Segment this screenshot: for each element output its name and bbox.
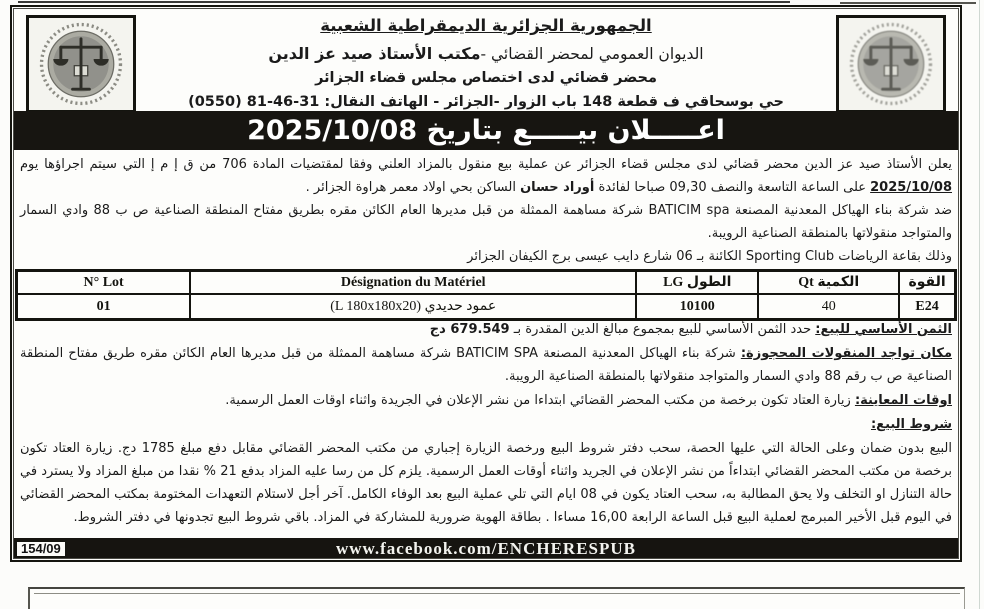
viewing-text: زيارة العتاد تكون برخصة من مكتب المحضر القضائي ابتداءا من نشر الإعلان في الجريدة واثناء اوقات العمل الرسمية. (225, 393, 855, 408)
announcement-text: على الساعة التاسعة والنصف 09,30 صباحا لفائدة (594, 180, 871, 195)
cell-power: E24 (899, 294, 955, 320)
scan-artifact-line (840, 2, 976, 4)
price-label: الثمن الأساسي للبيع: (815, 322, 952, 337)
cell-length: 10100 (636, 294, 758, 320)
viewing-label: اوقات المعاينة: (854, 393, 952, 408)
header-address-line: حي بوسحاقي ف قطعة 148 باب الزوار -الجزائر - الهاتف النقال: 31-46-81 (0550) (188, 94, 784, 111)
table-row (17, 294, 956, 320)
justice-scales-seal-icon (847, 22, 935, 106)
left-seal-box (26, 15, 136, 113)
location-label: مكان تواجد المنقولات المحجوزة: (740, 346, 952, 361)
table-header-row (17, 271, 956, 295)
announcement-text: يعلن الأستاذ صيد عز الدين محضر قضائي لدى مجلس قضاء الجزائر عن عملية بيع منقول بالمزاد العلني وفقا لمقتضيات المادة 706 من ق إ م إ التي سيتم اجراؤها يوم (20, 157, 952, 172)
terms-paragraph: البيع بدون ضمان وعلى الحالة التي عليها الحصة، سحب دفتر شروط البيع ورخصة الزيارة إجباري من مكتب المحضر القضائي مقابل دفع مبلغ 1785 دج. زيارة العتاد تكون برخصة من مكتب المحضر القضائي ابتداءاً من نشر الإعلان في الجريد واثناء أوقات العمل الرسمية. يلزم كل من رسا عليه المزاد بدفع 21 % نقدا من مبلغ المزاد ولا يسترد في حالة التنازل او التخلف ولا يحق المطالبة به، سحب العتاد يكون في 08 ايام التي تلي عملية البيع بعد الوفاء الكامل. آخر أجل لاستلام التعهدات المختومة بمكتب المحضر القضائي في اليوم قبل الأخير المبرمج لعملية البيع قبل الساعة الرابعة 16,00 مساءا . بطاقة الهوية ضرورية للمشاركة في المزاد. باقي شروط البيع تجدونها في دفتر الشروط. (20, 441, 953, 525)
justice-scales-seal-icon (37, 22, 125, 106)
header-office-normal: الديوان العمومي لمحضر القضائي - (480, 44, 704, 63)
col-header-power: القوة (899, 271, 955, 295)
beneficiary-name: أوراد حسان (520, 180, 595, 195)
location-section (20, 342, 952, 388)
col-header-length: الطول LG (636, 271, 758, 295)
sale-details-sections (20, 318, 952, 530)
lots-table (15, 269, 957, 321)
lots-table-wrap (15, 269, 957, 321)
sale-banner (13, 111, 959, 150)
header-office-name: مكتب الأستاذ صيد عز الدين (268, 43, 481, 63)
sale-date: 2025/10/08 (870, 180, 952, 195)
next-page-edge (28, 587, 965, 609)
announcement-text: الساكن بحي اولاد معمر هراوة الجزائر . (305, 180, 521, 195)
scan-artifact-line (18, 1, 790, 3)
viewing-section (20, 389, 952, 412)
document-frame (10, 5, 962, 562)
cell-designation: عمود حديدي (L 180x180x20) (190, 294, 636, 320)
col-header-designation: Désignation du Matériel (190, 271, 636, 295)
header-office-line (138, 42, 834, 65)
announcement-body (20, 153, 952, 268)
cell-lot-number: 01 (17, 294, 191, 320)
location-text: شركة بناء الهياكل المعدنية المصنعة BATICIM SPA شركة مساهمة الممثلة من قبل مديرها العام الكائن مقره طريق مفتاح المنطقة الصناعية ص ب رقم 88 وادي السمار والمتواجد منقولاتها بالمنطقة الصناعية الرويبة. (20, 346, 952, 384)
header-republic-line: الجمهورية الجزائرية الديمقراطية الشعبية (320, 16, 652, 35)
header-text-block (138, 12, 834, 113)
price-amount: 679.549 دج (429, 322, 510, 337)
defendant-paragraph: ضد شركة بناء الهياكل المعدنية المصنعة BATICIM spa شركة مساهمة الممثلة من قبل مديرها العام الكائن مقره بطريق مفتاح المنطقة الصناعية ص ب 88 وادي السمار والمتواجد منقولاتها بالمنطقة الصناعية الرويبة. (20, 203, 953, 241)
sale-banner-title: اعـــــلان بيـــــع بتاريخ 2025/10/08 (247, 115, 725, 146)
terms-label: شروط البيع: (870, 417, 952, 432)
stamp-number: 154/09 (15, 540, 67, 558)
facebook-url: www.facebook.com/ENCHERESPUB (335, 538, 636, 558)
header-bailiff-line: محضر قضائي لدى اختصاص مجلس قضاء الجزائر (315, 70, 657, 87)
col-header-quantity: الكمية Qt (758, 271, 899, 295)
announcement-paragraph (20, 153, 952, 199)
cell-quantity: 40 (758, 294, 899, 320)
terms-heading (20, 413, 952, 436)
footer-bar (13, 538, 959, 559)
scan-artifact-line (979, 0, 980, 609)
col-header-lot: N° Lot (17, 271, 191, 295)
venue-paragraph: وذلك بقاعة الرياضات Sporting Club الكائنة بـ 06 شارع دايب عيسى برج الكيفان الجزائر (467, 249, 952, 264)
price-section (20, 318, 952, 341)
price-text: حدد الثمن الأساسي للبيع بمجموع مبالغ الدين المقدرة بـ (509, 322, 816, 337)
right-seal-box (836, 15, 946, 113)
